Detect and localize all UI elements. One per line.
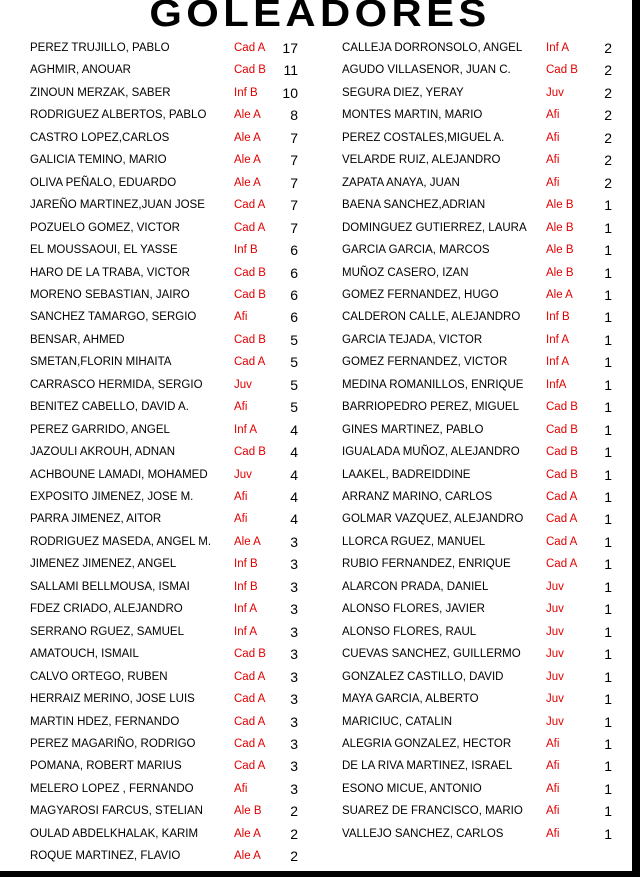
team-label: Cad B bbox=[546, 401, 578, 414]
goals-count: 1 bbox=[604, 578, 612, 595]
scorer-row bbox=[30, 286, 310, 304]
player-name: BARRIOPEDRO PEREZ, MIGUEL bbox=[342, 401, 520, 414]
player-name: GONZALEZ CASTILLO, DAVID bbox=[342, 670, 504, 683]
team-label: Afi bbox=[234, 401, 248, 414]
team-label: Inf B bbox=[234, 580, 258, 593]
player-name: SALLAMI BELLMOUSA, ISMAI bbox=[30, 580, 190, 593]
team-label: Afi bbox=[234, 782, 248, 795]
team-label: Juv bbox=[546, 625, 564, 638]
team-label: Ale B bbox=[546, 221, 574, 234]
goals-count: 1 bbox=[604, 533, 612, 550]
team-label: Cad B bbox=[546, 446, 578, 459]
player-name: BENSAR, AHMED bbox=[30, 333, 125, 346]
scorer-row bbox=[342, 735, 622, 753]
team-label: Inf A bbox=[546, 333, 570, 346]
player-name: GARCIA GARCIA, MARCOS bbox=[342, 244, 490, 257]
player-name: RODRIGUEZ ALBERTOS, PABLO bbox=[30, 109, 207, 122]
team-label: Juv bbox=[546, 580, 564, 593]
player-name: CALLEJA DORRONSOLO, ANGEL bbox=[342, 42, 523, 54]
player-name: GALICIA TEMINO, MARIO bbox=[30, 154, 167, 167]
scorer-row bbox=[342, 241, 622, 259]
goals-count: 2 bbox=[604, 62, 612, 79]
team-label: Ale A bbox=[546, 288, 573, 301]
scorer-row bbox=[30, 578, 310, 596]
player-name: GINES MARTINEZ, PABLO bbox=[342, 423, 484, 436]
player-name: OLIVA PEÑALO, EDUARDO bbox=[30, 176, 177, 189]
goals-count: 5 bbox=[290, 399, 298, 416]
goals-count: 1 bbox=[604, 197, 612, 214]
player-name: MUÑOZ CASERO, IZAN bbox=[342, 266, 469, 279]
goals-count: 3 bbox=[290, 646, 298, 663]
goals-count: 1 bbox=[604, 758, 612, 775]
scorer-row bbox=[342, 713, 622, 731]
team-label: Ale A bbox=[234, 850, 261, 863]
page-title: GOLEADORES bbox=[149, 0, 491, 35]
team-label: Ale A bbox=[234, 176, 261, 189]
player-name: AGHMIR, ANOUAR bbox=[30, 64, 131, 77]
team-label: Inf A bbox=[234, 603, 258, 616]
scorer-row bbox=[30, 645, 310, 663]
goals-count: 1 bbox=[604, 646, 612, 663]
team-label: Juv bbox=[546, 670, 564, 683]
player-name: VALLEJO SANCHEZ, CARLOS bbox=[342, 827, 504, 840]
goals-count: 4 bbox=[290, 489, 298, 505]
scorer-row bbox=[30, 847, 310, 865]
goals-count: 7 bbox=[290, 152, 298, 169]
scorer-row bbox=[30, 84, 310, 102]
goals-count: 6 bbox=[290, 242, 298, 259]
player-name: ALONSO FLORES, JAVIER bbox=[342, 603, 485, 616]
player-name: PEREZ TRUJILLO, PABLO bbox=[30, 42, 170, 54]
goals-count: 2 bbox=[604, 84, 612, 101]
goals-count: 1 bbox=[604, 309, 612, 326]
scorer-row bbox=[30, 421, 310, 439]
team-label: Ale A bbox=[234, 109, 261, 122]
scorer-row bbox=[342, 645, 622, 663]
goals-count: 2 bbox=[290, 848, 298, 865]
player-name: ROQUE MARTINEZ, FLAVIO bbox=[30, 850, 181, 863]
player-name: PARRA JIMENEZ, AITOR bbox=[30, 513, 162, 526]
team-label: Juv bbox=[546, 86, 564, 99]
player-name: SERRANO RGUEZ, SAMUEL bbox=[30, 625, 184, 638]
scorer-row bbox=[342, 39, 622, 57]
team-label: Ale A bbox=[234, 535, 261, 548]
team-label: Cad A bbox=[234, 670, 266, 683]
scorer-row bbox=[30, 735, 310, 753]
team-label: Ale B bbox=[546, 266, 574, 279]
player-name: MAYA GARCIA, ALBERTO bbox=[342, 693, 479, 706]
goals-count: 1 bbox=[604, 825, 612, 842]
goals-count: 11 bbox=[283, 62, 298, 79]
team-label: Afi bbox=[546, 176, 560, 189]
team-label: Afi bbox=[546, 782, 560, 795]
scorer-row bbox=[342, 443, 622, 461]
goals-count: 1 bbox=[604, 803, 612, 820]
scorer-row bbox=[342, 308, 622, 326]
player-name: GOMEZ FERNANDEZ, VICTOR bbox=[342, 356, 508, 369]
team-label: Afi bbox=[546, 805, 560, 818]
goals-count: 1 bbox=[604, 444, 612, 461]
goals-count: 7 bbox=[290, 219, 298, 236]
goals-count: 1 bbox=[604, 421, 612, 438]
team-label: Afi bbox=[546, 109, 560, 122]
player-name: HERRAIZ MERINO, JOSE LUIS bbox=[30, 693, 195, 706]
team-label: Ale A bbox=[234, 131, 261, 144]
team-label: Cad A bbox=[234, 693, 266, 706]
goals-count: 3 bbox=[290, 713, 298, 730]
goals-count: 1 bbox=[604, 331, 612, 348]
team-label: Cad B bbox=[234, 648, 266, 661]
goals-count: 3 bbox=[290, 691, 298, 708]
scorer-row bbox=[30, 623, 310, 641]
goals-count: 6 bbox=[290, 309, 298, 326]
team-label: Cad A bbox=[234, 221, 266, 234]
team-label: Cad B bbox=[546, 423, 578, 436]
team-label: Cad B bbox=[234, 266, 266, 279]
player-name: RODRIGUEZ MASEDA, ANGEL M. bbox=[30, 535, 212, 548]
team-label: Ale B bbox=[546, 199, 574, 212]
scorer-row bbox=[342, 151, 622, 169]
player-name: ALARCON PRADA, DANIEL bbox=[342, 580, 489, 593]
player-name: IGUALADA MUÑOZ, ALEJANDRO bbox=[342, 446, 520, 459]
scorer-row bbox=[30, 466, 310, 484]
scorer-row bbox=[30, 690, 310, 708]
player-name: SEGURA DIEZ, YERAY bbox=[342, 86, 464, 99]
scorer-row bbox=[342, 398, 622, 416]
scorer-row bbox=[30, 488, 310, 506]
player-name: CUEVAS SANCHEZ, GUILLERMO bbox=[342, 648, 521, 661]
team-label: Afi bbox=[546, 760, 560, 773]
player-name: AGUDO VILLASENOR, JUAN C. bbox=[342, 64, 511, 77]
player-name: ALONSO FLORES, RAUL bbox=[342, 625, 477, 638]
team-label: Cad A bbox=[546, 535, 578, 548]
scorer-row bbox=[30, 555, 310, 573]
team-label: Cad A bbox=[234, 199, 266, 212]
scorer-row bbox=[342, 421, 622, 439]
scorer-row bbox=[342, 129, 622, 147]
goals-count: 3 bbox=[290, 735, 298, 752]
team-label: Cad B bbox=[234, 446, 266, 459]
scorer-row bbox=[342, 578, 622, 596]
player-name: BENITEZ CABELLO, DAVID A. bbox=[30, 401, 189, 414]
goals-count: 4 bbox=[290, 511, 298, 528]
player-name: LAAKEL, BADREIDDINE bbox=[342, 468, 471, 481]
team-label: Cad B bbox=[234, 333, 266, 346]
player-name: CARRASCO HERMIDA, SERGIO bbox=[30, 378, 203, 391]
scorer-row bbox=[30, 600, 310, 618]
scorer-row bbox=[30, 398, 310, 416]
goals-count: 1 bbox=[604, 242, 612, 259]
goals-count: 5 bbox=[290, 376, 298, 393]
team-label: Afi bbox=[546, 154, 560, 167]
scorer-row bbox=[30, 353, 310, 371]
goals-count: 4 bbox=[290, 444, 298, 461]
scorer-row bbox=[342, 219, 622, 237]
player-name: ACHBOUNE LAMADI, MOHAMED bbox=[30, 468, 208, 481]
goals-count: 3 bbox=[290, 578, 298, 595]
goals-count: 1 bbox=[604, 399, 612, 416]
scorer-row bbox=[342, 488, 622, 506]
scorer-row bbox=[342, 466, 622, 484]
player-name: SANCHEZ TAMARGO, SERGIO bbox=[30, 311, 197, 324]
player-name: CASTRO LOPEZ,CARLOS bbox=[30, 131, 170, 144]
player-name: ZINOUN MERZAK, SABER bbox=[30, 86, 171, 99]
team-label: Cad A bbox=[234, 42, 266, 54]
team-label: Inf B bbox=[234, 86, 258, 99]
team-label: Afi bbox=[546, 131, 560, 144]
scorer-row bbox=[342, 533, 622, 551]
scorer-row bbox=[30, 39, 310, 57]
goals-count: 1 bbox=[604, 713, 612, 730]
team-label: Juv bbox=[234, 468, 252, 481]
scorer-row bbox=[30, 219, 310, 237]
team-label: Afi bbox=[234, 513, 248, 526]
scorer-row bbox=[30, 264, 310, 282]
scorer-row bbox=[342, 264, 622, 282]
team-label: InfA bbox=[546, 378, 567, 391]
team-label: Inf A bbox=[546, 42, 570, 54]
team-label: Cad B bbox=[546, 468, 578, 481]
goals-count: 1 bbox=[604, 466, 612, 483]
team-label: Cad A bbox=[546, 558, 578, 571]
goals-count: 1 bbox=[604, 489, 612, 505]
scorer-row bbox=[30, 106, 310, 124]
goals-count: 1 bbox=[604, 219, 612, 236]
team-label: Cad A bbox=[234, 760, 266, 773]
goals-count: 2 bbox=[290, 803, 298, 820]
player-name: ESONO MICUE, ANTONIO bbox=[342, 782, 482, 795]
team-label: Inf B bbox=[546, 311, 570, 324]
scorer-row bbox=[342, 376, 622, 394]
goals-count: 1 bbox=[604, 354, 612, 371]
scorer-row bbox=[342, 623, 622, 641]
goals-count: 10 bbox=[282, 84, 298, 101]
player-name: CALVO ORTEGO, RUBEN bbox=[30, 670, 168, 683]
scorer-row bbox=[30, 533, 310, 551]
player-name: ALEGRIA GONZALEZ, HECTOR bbox=[342, 737, 512, 750]
goals-count: 1 bbox=[604, 286, 612, 303]
scorer-row bbox=[342, 825, 622, 843]
player-name: GOMEZ FERNANDEZ, HUGO bbox=[342, 288, 499, 301]
player-name: ZAPATA ANAYA, JUAN bbox=[342, 176, 460, 189]
scorer-row bbox=[342, 690, 622, 708]
scorer-row bbox=[342, 600, 622, 618]
player-name: MARTIN HDEZ, FERNANDO bbox=[30, 715, 180, 728]
goals-count: 5 bbox=[290, 331, 298, 348]
player-name: POZUELO GOMEZ, VICTOR bbox=[30, 221, 180, 234]
player-name: LLORCA RGUEZ, MANUEL bbox=[342, 535, 486, 548]
player-name: MAGYAROSI FARCUS, STELIAN bbox=[30, 805, 203, 818]
team-label: Juv bbox=[546, 715, 564, 728]
goals-count: 1 bbox=[604, 691, 612, 708]
player-name: JAREÑO MARTINEZ,JUAN JOSE bbox=[30, 199, 205, 212]
player-name: RUBIO FERNANDEZ, ENRIQUE bbox=[342, 558, 511, 571]
scorer-row bbox=[30, 174, 310, 192]
scorer-row bbox=[30, 757, 310, 775]
team-label: Ale B bbox=[546, 244, 574, 257]
player-name: MORENO SEBASTIAN, JAIRO bbox=[30, 288, 190, 301]
scorer-row bbox=[342, 555, 622, 573]
scorer-row bbox=[342, 757, 622, 775]
scorer-row bbox=[30, 713, 310, 731]
scorer-row bbox=[342, 106, 622, 124]
goals-count: 2 bbox=[604, 129, 612, 146]
goals-count: 3 bbox=[290, 556, 298, 573]
team-label: Cad A bbox=[234, 356, 266, 369]
player-name: DOMINGUEZ GUTIERREZ, LAURA bbox=[342, 221, 527, 234]
player-name: OULAD ABDELKHALAK, KARIM bbox=[30, 827, 199, 840]
goals-count: 7 bbox=[290, 197, 298, 214]
goals-count: 6 bbox=[290, 264, 298, 281]
goals-count: 4 bbox=[290, 421, 298, 438]
player-name: FDEZ CRIADO, ALEJANDRO bbox=[30, 603, 183, 616]
team-label: Afi bbox=[234, 491, 248, 503]
team-label: Ale A bbox=[234, 827, 261, 840]
goals-count: 3 bbox=[290, 668, 298, 685]
team-label: Inf B bbox=[234, 558, 258, 571]
team-label: Inf A bbox=[546, 356, 570, 369]
goals-count: 3 bbox=[290, 601, 298, 618]
player-name: JIMENEZ JIMENEZ, ANGEL bbox=[30, 558, 177, 571]
player-name: DE LA RIVA MARTINEZ, ISRAEL bbox=[342, 760, 513, 773]
scorer-row bbox=[342, 174, 622, 192]
goals-count: 2 bbox=[604, 40, 612, 56]
scorer-row bbox=[342, 286, 622, 304]
scorer-row bbox=[30, 376, 310, 394]
player-name: VELARDE RUIZ, ALEJANDRO bbox=[342, 154, 501, 167]
goals-count: 3 bbox=[290, 623, 298, 640]
player-name: SMETAN,FLORIN MIHAITA bbox=[30, 356, 172, 369]
goals-count: 2 bbox=[604, 152, 612, 169]
player-name: GOLMAR VAZQUEZ, ALEJANDRO bbox=[342, 513, 524, 526]
right-border bbox=[632, 0, 640, 877]
player-name: HARO DE LA TRABA, VICTOR bbox=[30, 266, 190, 279]
scorer-row bbox=[30, 443, 310, 461]
scorer-row bbox=[30, 129, 310, 147]
goals-count: 1 bbox=[604, 623, 612, 640]
goals-count: 7 bbox=[290, 129, 298, 146]
goals-count: 1 bbox=[604, 556, 612, 573]
goals-count: 1 bbox=[604, 264, 612, 281]
team-label: Afi bbox=[546, 737, 560, 750]
player-name: GARCIA TEJADA, VICTOR bbox=[342, 333, 483, 346]
goals-count: 6 bbox=[290, 286, 298, 303]
team-label: Juv bbox=[546, 693, 564, 706]
scorer-row bbox=[30, 241, 310, 259]
player-name: SUAREZ DE FRANCISCO, MARIO bbox=[342, 805, 523, 818]
goals-count: 1 bbox=[604, 668, 612, 685]
scorer-row bbox=[30, 510, 310, 528]
team-label: Cad B bbox=[234, 288, 266, 301]
player-name: MEDINA ROMANILLOS, ENRIQUE bbox=[342, 378, 524, 391]
team-label: Cad A bbox=[234, 715, 266, 728]
player-name: CALDERON CALLE, ALEJANDRO bbox=[342, 311, 521, 324]
player-name: PEREZ MAGARIÑO, RODRIGO bbox=[30, 737, 196, 750]
player-name: ARRANZ MARINO, CARLOS bbox=[342, 491, 493, 503]
scorer-row bbox=[30, 331, 310, 349]
scorer-row bbox=[30, 825, 310, 843]
goals-count: 3 bbox=[290, 758, 298, 775]
goals-count: 8 bbox=[290, 107, 298, 124]
team-label: Inf A bbox=[234, 423, 258, 436]
goals-count: 2 bbox=[290, 825, 298, 842]
scorer-row bbox=[342, 61, 622, 79]
team-label: Juv bbox=[234, 378, 252, 391]
scorer-row bbox=[342, 668, 622, 686]
team-label: Ale B bbox=[234, 805, 262, 818]
player-name: BAENA SANCHEZ,ADRIAN bbox=[342, 199, 486, 212]
team-label: Cad A bbox=[234, 737, 266, 750]
player-name: AMATOUCH, ISMAIL bbox=[30, 648, 139, 661]
player-name: PEREZ COSTALES,MIGUEL A. bbox=[342, 131, 505, 144]
scorer-row bbox=[30, 780, 310, 798]
player-name: POMANA, ROBERT MARIUS bbox=[30, 760, 182, 773]
goals-count: 1 bbox=[604, 780, 612, 797]
goals-count: 7 bbox=[290, 174, 298, 191]
team-label: Afi bbox=[234, 311, 248, 324]
player-name: JAZOULI AKROUH, ADNAN bbox=[30, 446, 176, 459]
team-label: Cad B bbox=[234, 64, 266, 77]
scorer-row bbox=[342, 196, 622, 214]
goals-count: 5 bbox=[290, 354, 298, 371]
scorer-row bbox=[342, 353, 622, 371]
player-name: MARICIUC, CATALIN bbox=[342, 715, 453, 728]
team-label: Ale A bbox=[234, 154, 261, 167]
goals-count: 1 bbox=[604, 601, 612, 618]
player-name: MONTES MARTIN, MARIO bbox=[342, 109, 483, 122]
team-label: Cad B bbox=[546, 64, 578, 77]
scorer-row bbox=[30, 151, 310, 169]
scorer-row bbox=[342, 510, 622, 528]
goals-count: 2 bbox=[604, 107, 612, 124]
player-name: MELERO LOPEZ , FERNANDO bbox=[30, 782, 194, 795]
scorer-row bbox=[30, 61, 310, 79]
goals-count: 17 bbox=[282, 40, 298, 56]
scorer-row bbox=[30, 802, 310, 820]
goals-count: 2 bbox=[604, 174, 612, 191]
goals-count: 4 bbox=[290, 466, 298, 483]
team-label: Inf B bbox=[234, 244, 258, 257]
goals-count: 1 bbox=[604, 376, 612, 393]
team-label: Afi bbox=[546, 827, 560, 840]
player-name: EL MOUSSAOUI, EL YASSE bbox=[30, 244, 178, 257]
bottom-border bbox=[0, 871, 640, 877]
team-label: Juv bbox=[546, 603, 564, 616]
goals-count: 3 bbox=[290, 533, 298, 550]
scorer-row bbox=[342, 802, 622, 820]
team-label: Inf A bbox=[234, 625, 258, 638]
scorer-row bbox=[342, 780, 622, 798]
goals-count: 1 bbox=[604, 511, 612, 528]
scorer-row bbox=[30, 668, 310, 686]
scorer-row bbox=[30, 196, 310, 214]
scorer-row bbox=[30, 308, 310, 326]
goals-count: 1 bbox=[604, 735, 612, 752]
player-name: PEREZ GARRIDO, ANGEL bbox=[30, 423, 170, 436]
player-name: EXPOSITO JIMENEZ, JOSE M. bbox=[30, 491, 194, 503]
scorer-row bbox=[342, 84, 622, 102]
team-label: Cad A bbox=[546, 513, 578, 526]
goals-count: 3 bbox=[290, 780, 298, 797]
scorer-row bbox=[342, 331, 622, 349]
team-label: Juv bbox=[546, 648, 564, 661]
team-label: Cad A bbox=[546, 491, 578, 503]
